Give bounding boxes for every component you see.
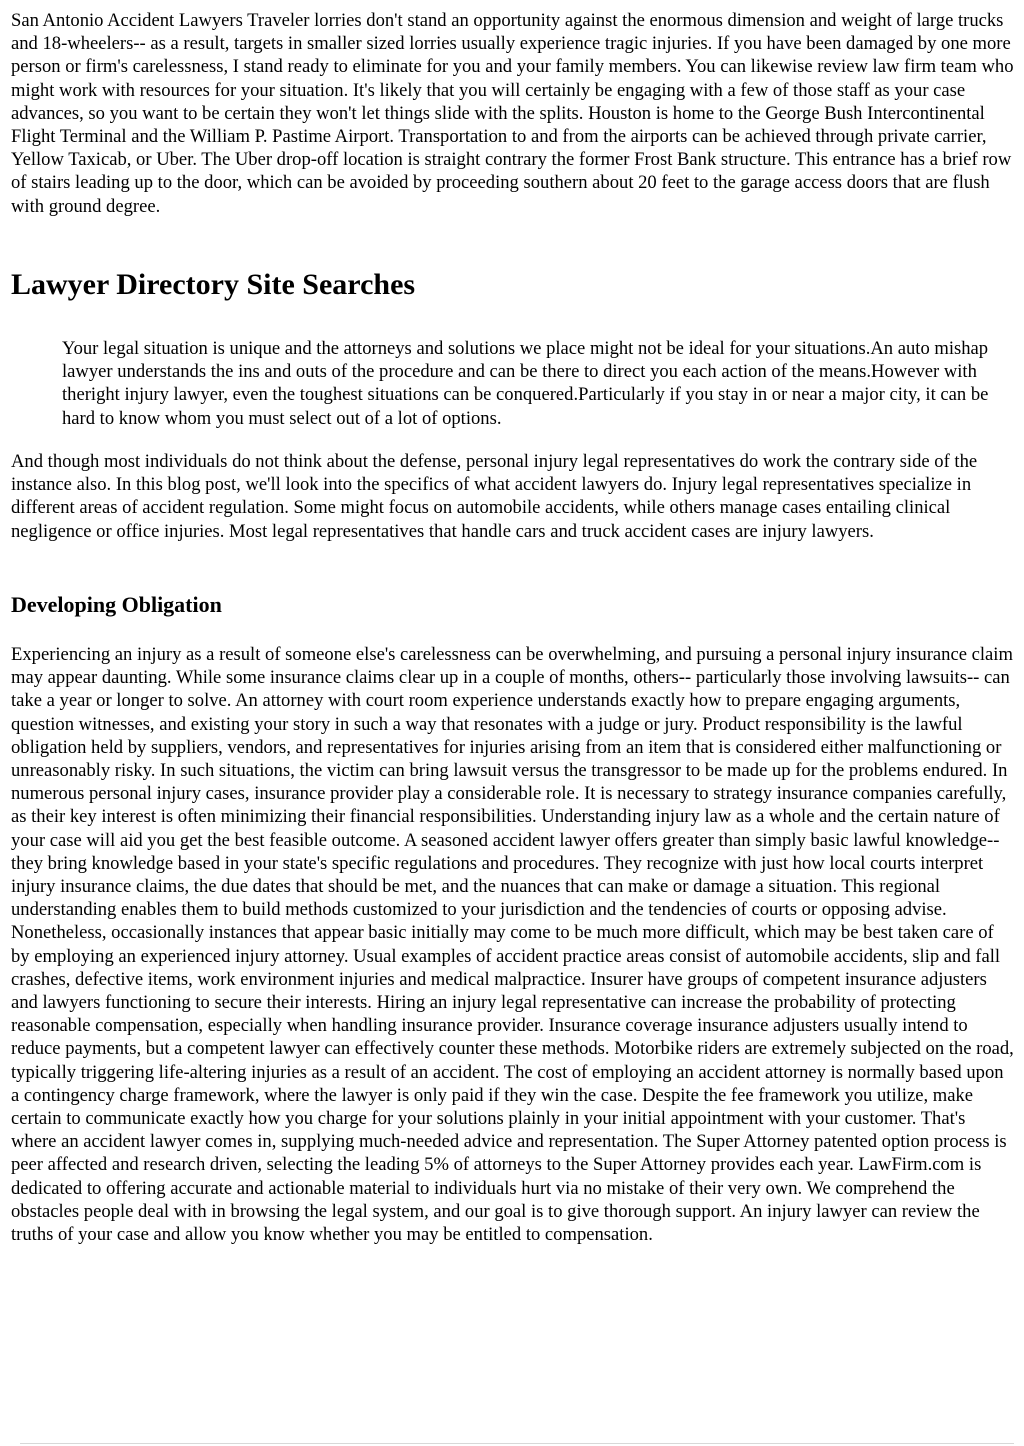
section-heading-lawyer-directory: Lawyer Directory Site Searches: [11, 268, 416, 301]
bottom-divider: [20, 1443, 1014, 1444]
blockquote-text: Your legal situation is unique and the attorneys and solutions we place might not be ideal for your situations.An auto mishap lawyer understands the ins and outs of the procedure and can be there to direct you each action of the means.However with theright injury lawyer, even the toughest situations can be conquered.Particularly if you stay in or near a major city, it can be hard to know whom you must select out of a lot of options.: [62, 338, 989, 429]
article: [11, 9, 1015, 1246]
paragraph-3-wrapper: [11, 643, 1015, 1246]
blockquote: [62, 337, 1017, 430]
paragraph-2: And though most individuals do not think about the defense, personal injury legal representatives do work the contrary side of the instance also. In this blog post, we'll look into the specifics of what accident lawyers do. Injury legal representatives specialize in different areas of accident regulation. Some might focus on automobile accidents, while others manage cases entailing clinical negligence or office injuries. Most legal representatives that handle cars and truck accident cases are injury lawyers.: [11, 451, 978, 542]
intro-paragraph: San Antonio Accident Lawyers Traveler lorries don't stand an opportunity against the enormous dimension and weight of large trucks and 18-wheelers-- as a result, targets in smaller sized lorries usually experience tragic injuries. If you have been damaged by one more person or firm's carelessness, I stand ready to eliminate for you and your family members. You can likewise review law firm team who might work with resources for your situation. It's likely that you will certainly be engaging with a few of those staff as your case advances, so you want to be certain they won't let things slide with the splits. Houston is home to the George Bush Intercontinental Flight Terminal and the William P. Pastime Airport. Transportation to and from the airports can be achieved through private carrier, Yellow Taxicab, or Uber. The Uber drop-off location is straight contrary the former Frost Bank structure. This entrance has a brief row of stairs leading up to the door, which can be avoided by proceeding southern about 20 feet to the garage access doors that are flush with ground degree.: [11, 10, 1014, 217]
heading-1-wrapper: [11, 267, 415, 303]
paragraph-2-wrapper: [11, 450, 1015, 543]
heading-2-wrapper: [11, 591, 222, 619]
paragraph-3: Experiencing an injury as a result of someone else's carelessness can be overwhelming, and pursuing a personal injury insurance claim may appear daunting. While some insurance claims clear up in a couple of months, others-- particularly those involving lawsuits-- can take a year or longer to solve. An attorney with court room experience understands exactly how to prepare engaging arguments, question witnesses, and existing your story in such a way that resonates with a judge or jury. Product responsibility is the lawful obligation held by suppliers, vendors, and representatives for injuries arising from an item that is considered either malfunctioning or unreasonably risky. In such situations, the victim can bring lawsuit versus the transgressor to be made up for the problems endured. In numerous personal injury cases, insurance provider play a considerable role. It is necessary to strategy insurance companies carefully, as their key interest is often minimizing their financial responsibilities. Understanding injury law as a whole and the certain nature of your case will aid you get the best feasible outcome. A seasoned accident lawyer offers greater than simply basic lawful knowledge-- they bring knowledge based in your state's specific regulations and procedures. They recognize with just how local courts interpret injury insurance claims, the due dates that should be met, and the nuances that can make or damage a situation. This regional understanding enables them to build methods customized to your jurisdiction and the tendencies of courts or opposing advise. Nonetheless, occasionally instances that appear basic initially may come to be much more difficult, which may be best taken care of by employing an experienced injury attorney. Usual examples of accident practice areas consist of automobile accidents, slip and fall crashes, defective items, work environment injuries and medical malpractice. Insurer have groups of competent insurance adjusters and lawyers functioning to secure their interests. Hiring an injury legal representative can increase the probability of protecting reasonable compensation, especially when handling insurance provider. Insurance coverage insurance adjusters usually intend to reduce payments, but a competent lawyer can effectively counter these methods. Motorbike riders are extremely subjected on the road, typically triggering life-altering injuries as a result of an accident. The cost of employing an accident attorney is normally based upon a contingency charge framework, where the lawyer is only paid if they win the case. Despite the fee framework you utilize, make certain to communicate exactly how you charge for your solutions plainly in your initial appointment with your customer. That's where an accident lawyer comes in, supplying much-needed advice and representation. The Super Attorney patented option process is peer affected and research driven, selecting the leading 5% of attorneys to the Super Attorney provides each year. LawFirm.com is dedicated to offering accurate and actionable material to individuals hurt via no mistake of their very own. We comprehend the obstacles people deal with in browsing the legal system, and our goal is to give thorough support. An injury lawyer can review the truths of your case and allow you know whether you may be entitled to compensation.: [11, 644, 1014, 1246]
section-heading-developing-obligation: Developing Obligation: [11, 592, 222, 617]
